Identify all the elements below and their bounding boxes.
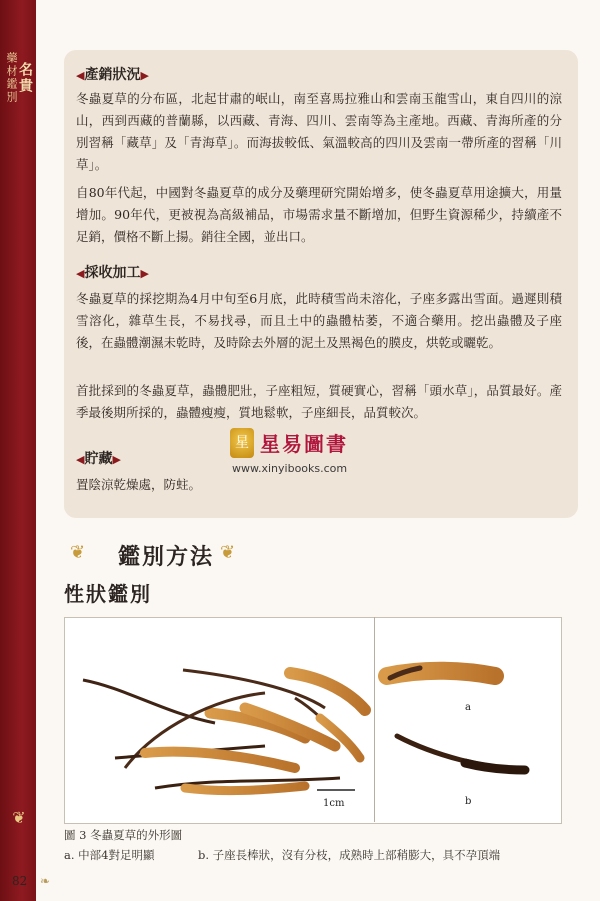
publisher-url: www.xinyibooks.com	[232, 462, 348, 475]
publisher-name: 星易圖書	[260, 432, 348, 456]
cordyceps-group-left	[83, 670, 365, 791]
publisher-logo-icon: 星	[230, 428, 254, 458]
ornament-left-icon: ❦	[70, 542, 86, 563]
series-logo-small: 藥材鑑別	[5, 52, 18, 104]
section-title-harvest	[76, 262, 149, 282]
arrow-left-icon: ◀	[76, 69, 85, 82]
method-heading-text: 鑑別方法	[118, 544, 215, 570]
publisher-watermark	[228, 426, 378, 482]
section-title-text: 採收加工	[84, 265, 141, 281]
arrow-left-icon: ◀	[76, 267, 85, 280]
scale-bar-label: 1cm	[323, 798, 345, 809]
section-title-sales	[76, 64, 149, 84]
bottom-ornament-icon: ❧	[40, 874, 51, 888]
specimen-figure	[64, 617, 562, 824]
series-logo	[4, 52, 32, 104]
figure-caption: 圖 3 冬蟲夏草的外形圖	[64, 828, 183, 842]
series-logo-big: 名貴	[17, 62, 33, 94]
arrow-right-icon: ▶	[140, 267, 149, 280]
paragraph: 冬蟲夏草的分布區，北起甘肅的岷山，南至喜馬拉雅山和雲南玉龍雪山，東自四川的涼山，西到西藏的普蘭縣，以西藏、青海、四川、雲南等為主產地。西藏、青海所產的分別習稱「藏草」及「青海草」。而海拔較低、氣溫較高的四川及雲南一帶所產的習稱「川草」。	[76, 91, 562, 172]
figure-divider	[374, 617, 375, 822]
arrow-right-icon: ▶	[112, 453, 121, 466]
side-ornament-icon: ❦	[12, 808, 26, 827]
paragraph: 首批採到的冬蟲夏草，蟲體肥壯，子座粗短，質硬實心，習稱「頭水草」，品質最好。產季最後期所採的，蟲體瘦瘦，質地鬆軟，子座細長，品質較次。	[76, 383, 562, 420]
section-title-text: 產銷狀況	[84, 67, 141, 83]
paragraph: 冬蟲夏草的採挖期為4月中旬至6月底，此時積雪尚未溶化，子座多露出雪面。過遲則積雪溶化，雜草生長，不易找尋，而且土中的蟲體枯萎，不適合藥用。挖出蟲體及子座後，在蟲體潮濕未乾時，及時除去外層的泥土及黑褐色的膜皮，烘乾或曬乾。	[76, 291, 562, 350]
caption-item-b: b. 子座長棒狀，沒有分枝，成熟時上部稍膨大，具不孕頂端	[198, 848, 501, 862]
section-title-storage	[76, 448, 121, 468]
label-b: b	[465, 796, 472, 807]
specimen-photo	[65, 618, 561, 823]
arrow-right-icon: ▶	[140, 69, 149, 82]
side-band	[0, 0, 36, 901]
section-title-text: 貯藏	[84, 451, 113, 467]
arrow-left-icon: ◀	[76, 453, 85, 466]
page-number: 82	[12, 874, 28, 888]
label-a: a	[465, 702, 471, 713]
paragraph: 自80年代起，中國對冬蟲夏草的成分及藥理研究開始增多，使冬蟲夏草用途擴大，用量增加。90年代，更被視為高級補品，市場需求量不斷增加，但野生資源稀少，持續產不足銷，價格不斷上揚。銷往全國，並出口。	[76, 185, 562, 244]
method-heading	[70, 540, 370, 572]
cordyceps-a	[387, 668, 495, 678]
ornament-right-icon: ❦	[220, 542, 236, 563]
sub-heading: 性狀鑑別	[64, 582, 152, 606]
caption-item-a: a. 中部4對足明顯	[64, 848, 155, 862]
cordyceps-b	[397, 736, 525, 770]
paragraph: 置陰涼乾燥處，防蛀。	[76, 477, 202, 492]
